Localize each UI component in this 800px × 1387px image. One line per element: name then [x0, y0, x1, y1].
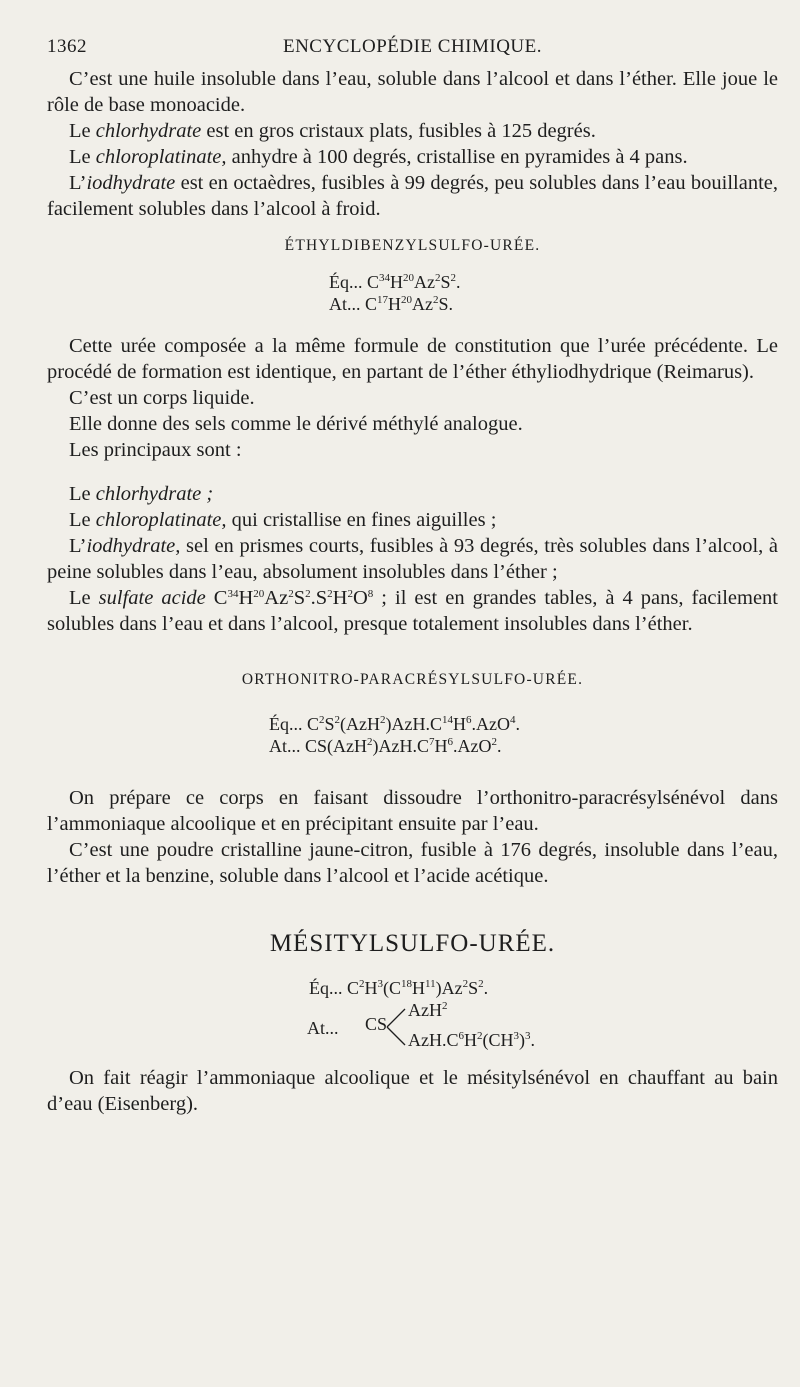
paragraph: On prépare ce corps en faisant dissoudre l’orthonitro-paracrésylsénévol dans l’ammoniaque alcoolique et en précipitant ensuite par l’eau.: [47, 787, 778, 835]
branch-bottom: $AzH.C^6H^2(CH^3)^3$.: [408, 1030, 535, 1050]
formula-eq: Éq... $C^2H^3(C^{18}H^{11})Az^2S^2$.: [309, 978, 489, 998]
section-heading: MÉSITYLSULFO-URÉE.: [269, 930, 556, 957]
paragraph: Les principaux sont :: [69, 439, 242, 461]
formula: $C^{34}H^{20}Az^2S^2$.: [367, 272, 461, 292]
page-number: 1362: [47, 36, 87, 57]
formula: $C^{34}H^{20}Az^2S^2.S^2H^2O^8$: [213, 587, 374, 609]
paragraph: Le chlorhydrate ;: [69, 483, 214, 505]
section-heading: ORTHONITRO-PARACRÉSYLSULFO-URÉE.: [241, 671, 584, 688]
formula-at: At... $C^{17}H^{20}Az^2S$.: [329, 294, 454, 314]
paragraph: Le chloroplatinate, qui cristallise en fines aiguilles ;: [69, 509, 497, 531]
paragraph: Cette urée composée a la même formule de constitution que l’urée précédente. Le procédé de formation est identique, en partant de l’éther éthyliodhydrique (Reimarus).: [47, 335, 778, 383]
formula: $C^2S^2(AzH^2)AzH.C^{14}H^6.AzO^4$.: [307, 714, 521, 734]
section-heading: ÉTHYLDIBENZYLSULFO-URÉE.: [284, 237, 541, 254]
paragraph: L’iodhydrate est en octaèdres, fusibles à 99 degrés, peu solubles dans l’eau bouillante, facilement solubles dans l’alcool à froid.: [47, 172, 778, 220]
running-title: ENCYCLOPÉDIE CHIMIQUE.: [282, 36, 543, 57]
formula: $CS(AzH^2)AzH.C^7H^6.AzO^2$.: [305, 736, 502, 756]
formula-eq: Éq... $C^2S^2(AzH^2)AzH.C^{14}H^6.AzO^4$.: [269, 714, 521, 734]
term: chloroplatinate,: [95, 146, 227, 168]
term: chloroplatinate,: [95, 509, 227, 531]
formula-core: CS: [365, 1014, 388, 1034]
branch-top: AzH$^2$: [408, 1000, 448, 1020]
term: iodhydrate: [86, 172, 176, 194]
paragraph: C’est une poudre cristalline jaune-citron, fusible à 176 degrés, insoluble dans l’eau, l’éther et la benzine, soluble dans l’alcool et l’acide acétique.: [47, 839, 778, 887]
formula: $C^{17}H^{20}Az^2S$.: [365, 294, 454, 314]
formula-eq: Éq... $C^{34}H^{20}Az^2S^2$.: [329, 272, 461, 292]
structural-formula: At... CS AzH$^2$ $AzH.C^6H^2(CH^3)^3$.: [307, 1000, 535, 1050]
term: chlorhydrate ;: [95, 483, 214, 505]
paragraph: C’est un corps liquide.: [69, 387, 255, 409]
term: chlorhydrate: [95, 120, 202, 142]
paragraph: Le chlorhydrate est en gros cristaux plats, fusibles à 125 degrés.: [69, 120, 596, 142]
paragraph: Le sulfate acide $C^{34}H^{20}Az^2S^2.S^2H^2O^8$ ; il est en grandes tables, à 4 pans, facilement solubles dans l’eau et dans l’alcool, presque totalement insolubles dans l’éther.: [47, 587, 778, 635]
paragraph: Elle donne des sels comme le dérivé méthylé analogue.: [69, 413, 523, 435]
paragraph: Le chloroplatinate, anhydre à 100 degrés, cristallise en pyramides à 4 pans.: [69, 146, 688, 168]
term: sulfate acide: [98, 587, 206, 609]
page-header: [47, 36, 778, 62]
term: iodhydrate,: [86, 535, 181, 557]
page-content: [47, 66, 778, 1117]
formula-at: At... $CS(AzH^2)AzH.C^7H^6.AzO^2$.: [269, 736, 502, 756]
branch-bonds: [385, 1003, 407, 1051]
paragraph: On fait réagir l’ammoniaque alcoolique et le mésitylsénévol en chauffant au bain d’eau (Eisenberg).: [47, 1067, 778, 1115]
formula: $C^2H^3(C^{18}H^{11})Az^2S^2$.: [347, 978, 489, 998]
paragraph: C’est une huile insoluble dans l’eau, soluble dans l’alcool et dans l’éther. Elle joue le rôle de base monoacide.: [47, 68, 778, 116]
paragraph: L’iodhydrate, sel en prismes courts, fusibles à 93 degrés, très solubles dans l’alcool, à peine solubles dans l’eau, absolument insolubles dans l’éther ;: [47, 535, 778, 583]
